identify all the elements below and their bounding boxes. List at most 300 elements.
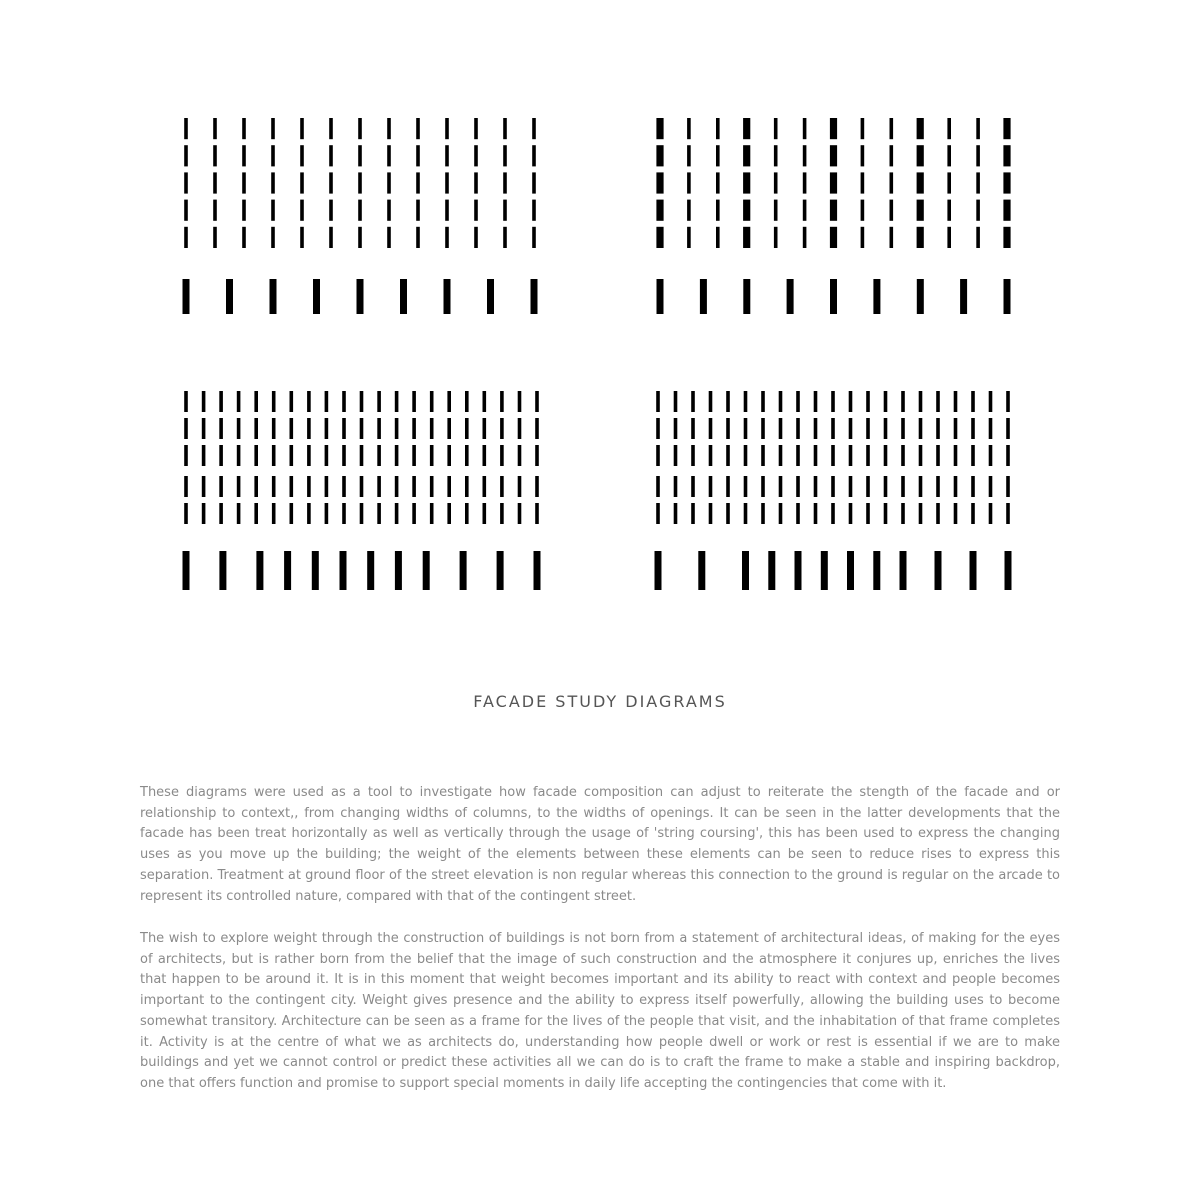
- ground-column: [183, 279, 190, 314]
- ground-column: [700, 279, 707, 314]
- upper-column-segment: [360, 445, 364, 466]
- upper-column-segment: [271, 200, 275, 221]
- ground-column: [970, 551, 977, 590]
- ground-column: [900, 551, 907, 590]
- upper-column-segment: [271, 118, 275, 139]
- upper-column-segment: [814, 503, 818, 524]
- upper-column-segment: [213, 172, 217, 193]
- upper-column-segment: [774, 227, 778, 248]
- upper-column-segment: [691, 476, 695, 497]
- ground-column: [313, 279, 320, 314]
- upper-column-segment: [412, 503, 416, 524]
- upper-column-segment: [535, 391, 539, 412]
- facade-diagram-3: [183, 391, 541, 590]
- upper-column-segment: [830, 145, 837, 166]
- upper-column-segment: [219, 418, 223, 439]
- upper-column-segment: [989, 476, 993, 497]
- upper-column-segment: [744, 418, 748, 439]
- upper-column-segment: [500, 445, 504, 466]
- upper-column-segment: [272, 503, 276, 524]
- upper-column-segment: [936, 476, 940, 497]
- upper-column-segment: [674, 503, 678, 524]
- upper-column-segment: [774, 200, 778, 221]
- upper-column-segment: [691, 503, 695, 524]
- upper-column-segment: [1003, 200, 1010, 221]
- ground-column: [312, 551, 319, 590]
- ground-column: [284, 551, 291, 590]
- upper-column-segment: [744, 445, 748, 466]
- upper-column-segment: [213, 145, 217, 166]
- upper-column-segment: [500, 418, 504, 439]
- upper-column-segment: [849, 445, 853, 466]
- upper-column-segment: [358, 172, 362, 193]
- upper-column-segment: [726, 445, 730, 466]
- upper-column-segment: [395, 418, 399, 439]
- upper-column-segment: [307, 391, 311, 412]
- upper-column-segment: [242, 200, 246, 221]
- upper-column-segment: [242, 227, 246, 248]
- upper-column-segment: [947, 200, 951, 221]
- upper-column-segment: [796, 418, 800, 439]
- upper-column-segment: [901, 418, 905, 439]
- upper-column-segment: [971, 503, 975, 524]
- upper-column-segment: [500, 476, 504, 497]
- upper-column-segment: [430, 503, 434, 524]
- upper-column-segment: [184, 145, 188, 166]
- ground-column: [357, 279, 364, 314]
- upper-column-segment: [919, 445, 923, 466]
- upper-column-segment: [416, 200, 420, 221]
- upper-column-segment: [947, 227, 951, 248]
- upper-column-segment: [474, 172, 478, 193]
- upper-column-segment: [213, 200, 217, 221]
- upper-column-segment: [219, 391, 223, 412]
- upper-column-segment: [691, 445, 695, 466]
- upper-column-segment: [779, 476, 783, 497]
- upper-column-segment: [430, 476, 434, 497]
- upper-column-segment: [1006, 391, 1010, 412]
- upper-column-segment: [901, 476, 905, 497]
- ground-column: [743, 279, 750, 314]
- upper-column-segment: [387, 118, 391, 139]
- upper-column-segment: [307, 476, 311, 497]
- upper-column-segment: [687, 227, 691, 248]
- upper-column-segment: [744, 503, 748, 524]
- upper-column-segment: [814, 391, 818, 412]
- upper-column-segment: [325, 503, 329, 524]
- upper-column-segment: [377, 503, 381, 524]
- upper-column-segment: [325, 476, 329, 497]
- upper-column-segment: [691, 418, 695, 439]
- upper-column-segment: [917, 145, 924, 166]
- ground-column: [795, 551, 802, 590]
- upper-column-segment: [936, 503, 940, 524]
- upper-column-segment: [709, 418, 713, 439]
- upper-column-segment: [1003, 118, 1010, 139]
- upper-column-segment: [890, 227, 894, 248]
- upper-column-segment: [535, 445, 539, 466]
- upper-column-segment: [271, 227, 275, 248]
- upper-column-segment: [761, 503, 765, 524]
- upper-column-segment: [474, 145, 478, 166]
- ground-column: [270, 279, 277, 314]
- upper-column-segment: [290, 503, 294, 524]
- upper-column-segment: [1003, 172, 1010, 193]
- upper-column-segment: [518, 476, 522, 497]
- upper-column-segment: [796, 503, 800, 524]
- ground-column: [917, 279, 924, 314]
- upper-column-segment: [709, 445, 713, 466]
- upper-column-segment: [947, 172, 951, 193]
- ground-column: [400, 279, 407, 314]
- upper-column-segment: [890, 118, 894, 139]
- ground-column: [830, 279, 837, 314]
- upper-column-segment: [500, 391, 504, 412]
- upper-column-segment: [861, 118, 865, 139]
- upper-column-segment: [989, 391, 993, 412]
- upper-column-segment: [743, 172, 750, 193]
- upper-column-segment: [237, 445, 241, 466]
- upper-column-segment: [290, 476, 294, 497]
- upper-column-segment: [814, 445, 818, 466]
- upper-column-segment: [387, 172, 391, 193]
- upper-column-segment: [917, 227, 924, 248]
- upper-column-segment: [726, 476, 730, 497]
- upper-column-segment: [358, 118, 362, 139]
- upper-column-segment: [861, 227, 865, 248]
- upper-column-segment: [465, 476, 469, 497]
- upper-column-segment: [656, 476, 660, 497]
- upper-column-segment: [743, 200, 750, 221]
- upper-column-segment: [917, 118, 924, 139]
- upper-column-segment: [395, 503, 399, 524]
- upper-column-segment: [726, 418, 730, 439]
- upper-column-segment: [342, 503, 346, 524]
- upper-column-segment: [447, 503, 451, 524]
- ground-column: [226, 279, 233, 314]
- upper-column-segment: [342, 418, 346, 439]
- upper-column-segment: [1003, 145, 1010, 166]
- upper-column-segment: [387, 145, 391, 166]
- upper-column-segment: [430, 445, 434, 466]
- upper-column-segment: [535, 418, 539, 439]
- upper-column-segment: [830, 118, 837, 139]
- upper-column-segment: [656, 445, 660, 466]
- upper-column-segment: [1003, 227, 1010, 248]
- upper-column-segment: [387, 227, 391, 248]
- upper-column-segment: [884, 476, 888, 497]
- upper-column-segment: [976, 172, 980, 193]
- upper-column-segment: [687, 118, 691, 139]
- upper-column-segment: [532, 145, 536, 166]
- upper-column-segment: [947, 145, 951, 166]
- upper-column-segment: [184, 391, 188, 412]
- upper-column-segment: [445, 200, 449, 221]
- upper-column-segment: [445, 227, 449, 248]
- upper-column-segment: [325, 391, 329, 412]
- upper-column-segment: [503, 145, 507, 166]
- upper-column-segment: [919, 476, 923, 497]
- upper-column-segment: [989, 445, 993, 466]
- upper-column-segment: [1006, 418, 1010, 439]
- upper-column-segment: [387, 200, 391, 221]
- upper-column-segment: [219, 503, 223, 524]
- upper-column-segment: [213, 118, 217, 139]
- upper-column-segment: [917, 200, 924, 221]
- upper-column-segment: [202, 503, 206, 524]
- upper-column-segment: [300, 118, 304, 139]
- upper-column-segment: [779, 391, 783, 412]
- upper-column-segment: [445, 145, 449, 166]
- upper-column-segment: [184, 445, 188, 466]
- upper-column-segment: [254, 391, 258, 412]
- upper-column-segment: [360, 391, 364, 412]
- upper-column-segment: [744, 391, 748, 412]
- upper-column-segment: [716, 172, 720, 193]
- upper-column-segment: [474, 118, 478, 139]
- upper-column-segment: [656, 391, 660, 412]
- upper-column-segment: [271, 145, 275, 166]
- upper-column-segment: [416, 118, 420, 139]
- upper-column-segment: [971, 445, 975, 466]
- upper-column-segment: [687, 145, 691, 166]
- upper-column-segment: [849, 418, 853, 439]
- upper-column-segment: [831, 476, 835, 497]
- upper-column-segment: [242, 145, 246, 166]
- upper-column-segment: [430, 418, 434, 439]
- ground-column: [340, 551, 347, 590]
- upper-column-segment: [989, 418, 993, 439]
- upper-column-segment: [656, 145, 663, 166]
- upper-column-segment: [518, 391, 522, 412]
- upper-column-segment: [976, 145, 980, 166]
- upper-column-segment: [761, 445, 765, 466]
- ground-column: [1004, 279, 1011, 314]
- upper-column-segment: [976, 118, 980, 139]
- upper-column-segment: [901, 503, 905, 524]
- upper-column-segment: [761, 391, 765, 412]
- upper-column-segment: [861, 172, 865, 193]
- upper-column-segment: [483, 391, 487, 412]
- ground-column: [742, 551, 749, 590]
- upper-column-segment: [412, 391, 416, 412]
- upper-column-segment: [395, 391, 399, 412]
- ground-column: [657, 279, 664, 314]
- upper-column-segment: [691, 391, 695, 412]
- upper-column-segment: [254, 445, 258, 466]
- upper-column-segment: [395, 445, 399, 466]
- upper-column-segment: [656, 200, 663, 221]
- upper-column-segment: [358, 227, 362, 248]
- page-title: FACADE STUDY DIAGRAMS: [473, 692, 727, 711]
- ground-column: [444, 279, 451, 314]
- upper-column-segment: [861, 200, 865, 221]
- upper-column-segment: [532, 227, 536, 248]
- ground-column: [534, 551, 541, 590]
- ground-column: [219, 551, 226, 590]
- upper-column-segment: [271, 172, 275, 193]
- upper-column-segment: [743, 227, 750, 248]
- upper-column-segment: [272, 391, 276, 412]
- upper-column-segment: [954, 391, 958, 412]
- upper-column-segment: [866, 418, 870, 439]
- upper-column-segment: [307, 418, 311, 439]
- upper-column-segment: [954, 503, 958, 524]
- upper-column-segment: [761, 418, 765, 439]
- upper-column-segment: [254, 476, 258, 497]
- upper-column-segment: [483, 445, 487, 466]
- upper-column-segment: [674, 476, 678, 497]
- upper-column-segment: [184, 227, 188, 248]
- ground-column: [821, 551, 828, 590]
- upper-column-segment: [213, 227, 217, 248]
- upper-column-segment: [709, 391, 713, 412]
- upper-column-segment: [465, 418, 469, 439]
- upper-column-segment: [656, 503, 660, 524]
- upper-column-segment: [254, 418, 258, 439]
- upper-column-segment: [901, 391, 905, 412]
- upper-column-segment: [465, 391, 469, 412]
- upper-column-segment: [976, 200, 980, 221]
- upper-column-segment: [532, 200, 536, 221]
- upper-column-segment: [342, 445, 346, 466]
- upper-column-segment: [184, 418, 188, 439]
- upper-column-segment: [656, 418, 660, 439]
- ground-column: [655, 551, 662, 590]
- upper-column-segment: [830, 227, 837, 248]
- upper-column-segment: [866, 391, 870, 412]
- upper-column-segment: [445, 118, 449, 139]
- upper-column-segment: [202, 445, 206, 466]
- ground-column: [487, 279, 494, 314]
- facade-diagram-1: [183, 118, 538, 314]
- upper-column-segment: [329, 172, 333, 193]
- ground-column: [960, 279, 967, 314]
- upper-column-segment: [831, 418, 835, 439]
- upper-column-segment: [503, 227, 507, 248]
- upper-column-segment: [325, 418, 329, 439]
- upper-column-segment: [412, 418, 416, 439]
- upper-column-segment: [814, 418, 818, 439]
- upper-column-segment: [329, 118, 333, 139]
- upper-column-segment: [416, 227, 420, 248]
- upper-column-segment: [395, 476, 399, 497]
- upper-column-segment: [447, 391, 451, 412]
- description-paragraph-2: The wish to explore weight through the construction of buildings is not born from a statement of architectural ideas, of making for the eyes of architects, but is rather born from the belief that the image of such construction and the atmosphere it conjures up, enriches the lives that happen to be around it. It is in this moment that weight becomes important and its ability to react with context and people becomes important to the contingent city. Weight gives presence and the ability to express itself powerfully, allowing the building uses to become somewhat transitory. Architecture can be seen as a frame for the lives of the people that visit, and the inhabitation of that frame completes it. Activity is at the centre of what we as architects do, understanding how people dwell or work or rest is essential if we are to make buildings and yet we cannot control or predict these activities all we can do is to craft the frame to make a stable and inspiring backdrop, one that offers function and promise to support special moments in daily life accepting the contingencies that come with it.: [140, 931, 1060, 1091]
- upper-column-segment: [272, 476, 276, 497]
- upper-column-segment: [656, 227, 663, 248]
- ground-column: [423, 551, 430, 590]
- upper-column-segment: [237, 476, 241, 497]
- ground-column: [256, 551, 263, 590]
- upper-column-segment: [774, 172, 778, 193]
- upper-column-segment: [360, 476, 364, 497]
- upper-column-segment: [709, 503, 713, 524]
- ground-column: [395, 551, 402, 590]
- upper-column-segment: [779, 445, 783, 466]
- ground-column: [1005, 551, 1012, 590]
- upper-column-segment: [342, 391, 346, 412]
- upper-column-segment: [358, 145, 362, 166]
- upper-column-segment: [971, 391, 975, 412]
- upper-column-segment: [474, 227, 478, 248]
- upper-column-segment: [272, 445, 276, 466]
- upper-column-segment: [532, 172, 536, 193]
- upper-column-segment: [674, 445, 678, 466]
- upper-column-segment: [890, 172, 894, 193]
- upper-column-segment: [184, 200, 188, 221]
- upper-column-segment: [884, 445, 888, 466]
- upper-column-segment: [272, 418, 276, 439]
- upper-column-segment: [796, 445, 800, 466]
- ground-column: [935, 551, 942, 590]
- upper-column-segment: [709, 476, 713, 497]
- upper-column-segment: [936, 445, 940, 466]
- upper-column-segment: [814, 476, 818, 497]
- upper-column-segment: [831, 391, 835, 412]
- upper-column-segment: [447, 476, 451, 497]
- upper-column-segment: [412, 445, 416, 466]
- upper-column-segment: [803, 118, 807, 139]
- upper-column-segment: [971, 418, 975, 439]
- upper-column-segment: [416, 172, 420, 193]
- upper-column-segment: [936, 391, 940, 412]
- upper-column-segment: [500, 503, 504, 524]
- upper-column-segment: [535, 503, 539, 524]
- upper-column-segment: [716, 227, 720, 248]
- upper-column-segment: [779, 418, 783, 439]
- upper-column-segment: [535, 476, 539, 497]
- upper-column-segment: [901, 445, 905, 466]
- upper-column-segment: [219, 445, 223, 466]
- upper-column-segment: [242, 118, 246, 139]
- upper-column-segment: [300, 145, 304, 166]
- upper-column-segment: [803, 172, 807, 193]
- upper-column-segment: [866, 503, 870, 524]
- upper-column-segment: [184, 172, 188, 193]
- upper-column-segment: [329, 200, 333, 221]
- upper-column-segment: [674, 391, 678, 412]
- upper-column-segment: [307, 445, 311, 466]
- upper-column-segment: [861, 145, 865, 166]
- upper-column-segment: [884, 391, 888, 412]
- upper-column-segment: [377, 445, 381, 466]
- upper-column-segment: [890, 200, 894, 221]
- ground-column: [698, 551, 705, 590]
- upper-column-segment: [503, 118, 507, 139]
- upper-column-segment: [329, 145, 333, 166]
- upper-column-segment: [687, 200, 691, 221]
- upper-column-segment: [300, 227, 304, 248]
- upper-column-segment: [360, 503, 364, 524]
- upper-column-segment: [377, 391, 381, 412]
- ground-column: [460, 551, 467, 590]
- upper-column-segment: [254, 503, 258, 524]
- upper-column-segment: [518, 445, 522, 466]
- upper-column-segment: [954, 445, 958, 466]
- upper-column-segment: [890, 145, 894, 166]
- upper-column-segment: [1006, 445, 1010, 466]
- upper-column-segment: [445, 172, 449, 193]
- upper-column-segment: [743, 118, 750, 139]
- ground-column: [183, 551, 190, 590]
- upper-column-segment: [483, 476, 487, 497]
- upper-column-segment: [202, 391, 206, 412]
- upper-column-segment: [743, 145, 750, 166]
- ground-column: [768, 551, 775, 590]
- upper-column-segment: [726, 391, 730, 412]
- upper-column-segment: [219, 476, 223, 497]
